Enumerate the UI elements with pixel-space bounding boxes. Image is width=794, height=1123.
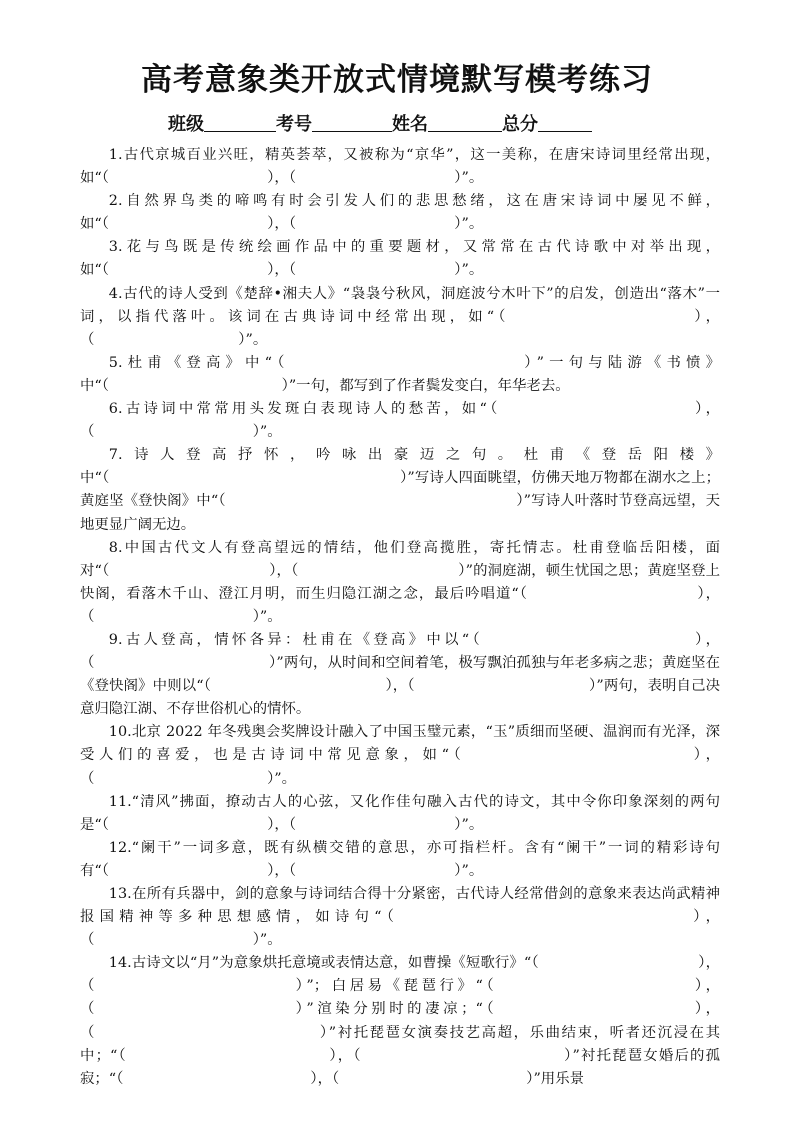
question-item: 11.“清风”拂面，撩动古人的心弦，又化作佳句融入古代的诗文，其中令你印象深刻的两句是“（ ），（ ）”。	[80, 793, 720, 833]
name-label: 姓名	[392, 114, 428, 135]
score-blank[interactable]	[538, 111, 592, 132]
question-list	[80, 144, 720, 1091]
question-item: 2.自然界鸟类的啼鸣有时会引发人们的悲思愁绪，这在唐宋诗词中屡见不鲜，如“（ ），（ ）”。	[80, 193, 720, 233]
number-label: 考号	[276, 114, 312, 135]
question-item: 1.古代京城百业兴旺，精英荟萃，又被称为“京华”，这一美称，在唐宋诗词里经常出现，如“（ ），（ ）”。	[80, 147, 720, 187]
question-item: 4.古代的诗人受到《楚辞•湘夫人》“袅袅兮秋风，洞庭波兮木叶下”的启发，创造出“落木”一词，以指代落叶。该词在古典诗词中经常出现，如“（ ），（ ）”。	[80, 285, 720, 348]
student-info-row	[168, 110, 668, 140]
score-label: 总分	[502, 114, 538, 135]
name-blank[interactable]	[428, 111, 502, 132]
number-blank[interactable]	[312, 111, 392, 132]
question-item: 7.诗人登高抒怀，吟咏出豪迈之句。杜甫《登岳阳楼》中“（ ）”写诗人四面眺望，仿佛天地万物都在湖水之上；黄庭坚《登快阁》中“（ ）”写诗人叶落时节登高远望，天地更显广阔无边。	[80, 447, 720, 533]
question-item: 9.古人登高，情怀各异：杜甫在《登高》中以“（ ），（ ）”两句，从时间和空间着笔，极写飘泊孤独与年老多病之悲；黄庭坚在《登快阁》中则以“（ ），（ ）”两句，表明自己决意归隐江湖、不存世俗机心的情怀。	[80, 631, 720, 718]
question-item: 12.“阑干”一词多意，既有纵横交错的意思，亦可指栏杆。含有“阑干”一词的精彩诗句有“（ ），（ ）”。	[80, 839, 720, 879]
question-item: 5.杜甫《登高》中“（ ）”一句与陆游《书愤》中“（ ）”一句，都写到了作者鬓发变白，年华老去。	[80, 354, 720, 394]
class-label: 班级	[168, 114, 204, 135]
question-item: 3.花与鸟既是传统绘画作品中的重要题材，又常常在古代诗歌中对举出现，如“（ ），（ ）”。	[80, 239, 720, 279]
question-item: 8.中国古代文人有登高望远的情结，他们登高揽胜，寄托情志。杜甫登临岳阳楼，面对“（ ），（ ）”的洞庭湖，顿生忧国之思；黄庭坚登上快阁，看落木千山、澄江月明，而生归隐江湖之念，最后吟唱道“（ ），（ ）”。	[80, 539, 720, 625]
question-item: 6.古诗词中常常用头发斑白表现诗人的愁苦，如“（ ），（ ）”。	[80, 401, 720, 441]
class-blank[interactable]	[204, 111, 276, 132]
question-item: 10.北京 2022 年冬残奥会奖牌设计融入了中国玉璧元素，“玉”质细而坚硬、温润而有光泽，深受人们的喜爱，也是古诗词中常见意象，如“（ ），（ ）”。	[80, 724, 720, 787]
question-item: 13.在所有兵器中，剑的意象与诗词结合得十分紧密，古代诗人经常借剑的意象来表达尚武精神报国精神等多种思想感情，如诗句“（ ），（ ）”。	[80, 886, 720, 949]
page-title: 高考意象类开放式情境默写模考练习	[141, 62, 653, 98]
question-item: 14.古诗文以“月”为意象烘托意境或表情达意，如曹操《短歌行》“（ ），（ ）”；白居易《琵琶行》“（ ），（ ）”渲染分别时的凄凉；“（ ），（ ）”衬托琵琶女演奏技艺高超，乐曲结束，听者还沉浸在其中；“（ ），（ ）”衬托琵琶女婚后的孤寂；“（ ），（ ）”用乐景	[80, 955, 720, 1087]
